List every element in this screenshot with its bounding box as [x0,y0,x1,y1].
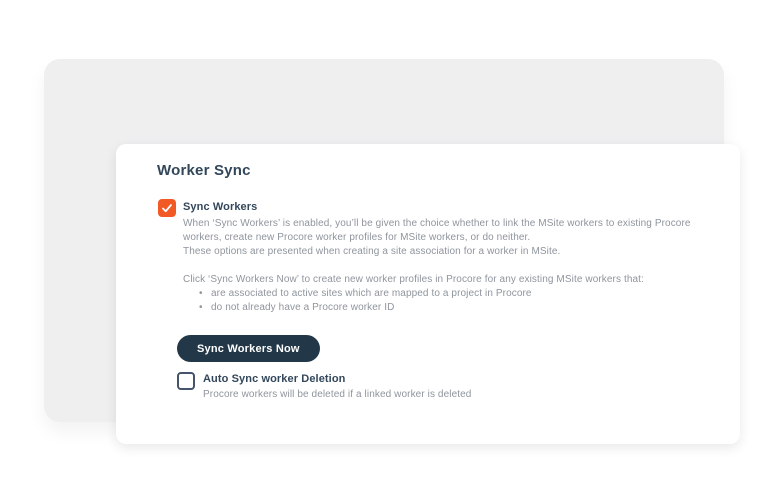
auto-sync-description: Procore workers will be deleted if a linked worker is deleted [203,389,472,400]
sync-criteria-list [183,287,707,315]
sync-workers-text [183,199,707,315]
sync-workers-section [158,199,718,315]
sync-workers-label: Sync Workers [183,201,258,213]
worker-sync-card [116,144,740,444]
sync-workers-now-button[interactable]: Sync Workers Now [177,335,320,362]
sync-workers-description-2: These options are presented when creating a site association for a worker in MSite. [183,246,561,257]
sync-workers-checkbox[interactable] [158,199,176,217]
page-title: Worker Sync [157,162,251,179]
settings-panel [44,59,724,422]
list-item: • are associated to active sites which are mapped to a project in Procore [183,287,707,301]
check-icon [161,202,173,214]
sync-now-instruction: Click ‘Sync Workers Now’ to create new worker profiles in Procore for any existing MSite workers that: [183,274,644,285]
auto-sync-section [177,372,697,402]
auto-sync-label: Auto Sync worker Deletion [203,373,346,385]
sync-workers-description-1: When ‘Sync Workers’ is enabled, you’ll be given the choice whether to link the MSite workers to existing Procore workers, create new Procore worker profiles for MSite workers, or do neither. [183,218,691,243]
auto-sync-checkbox[interactable] [177,372,195,390]
auto-sync-text [203,372,471,402]
list-item: • do not already have a Procore worker ID [183,301,707,315]
